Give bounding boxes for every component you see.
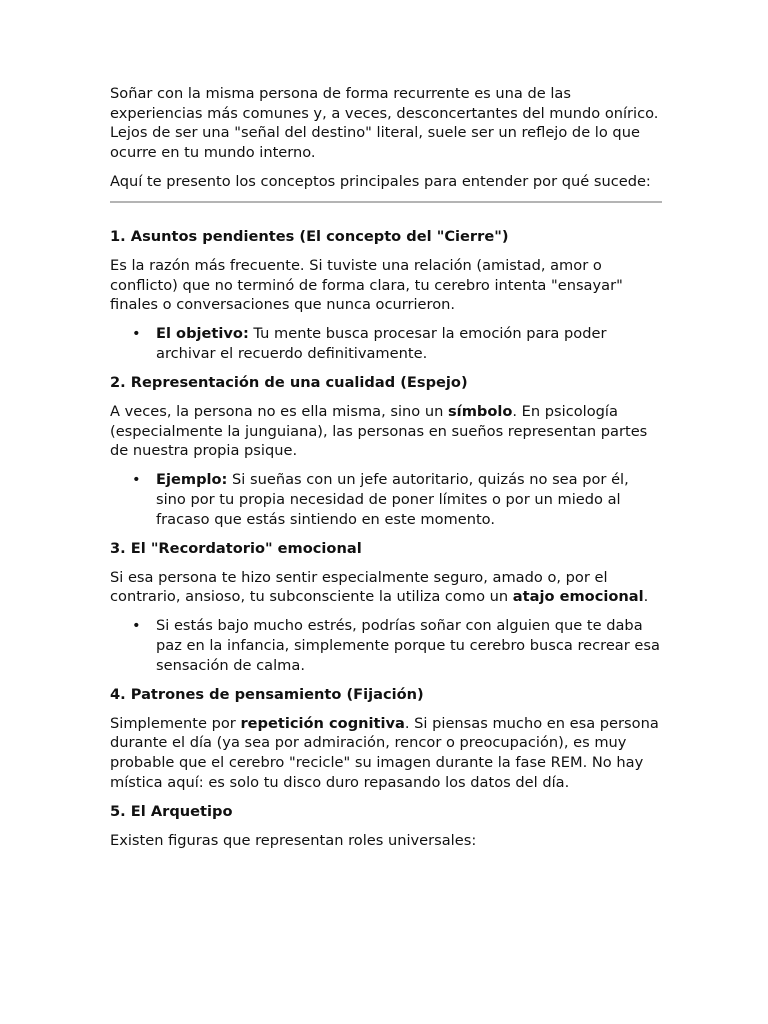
paragraph-text: Simplemente por xyxy=(110,714,241,732)
horizontal-divider xyxy=(110,201,662,203)
paragraph-text: . xyxy=(643,588,649,606)
section-heading: 2. Representación de una cualidad (Espejo) xyxy=(110,374,468,392)
section-paragraph: Existen figuras que representan roles universales: xyxy=(110,831,477,849)
section-heading: 5. El Arquetipo xyxy=(110,802,233,820)
section-heading: 3. El "Recordatorio" emocional xyxy=(110,539,362,557)
intro-paragraph: Aquí te presento los conceptos principales para entender por qué sucede: xyxy=(110,172,651,190)
bullet-text: Si sueñas con un jefe autoritario, quizás no sea por él, sino por tu propia necesidad de poner límites o por un miedo al fracaso que estás sintiendo en este momento. xyxy=(156,471,629,528)
section-heading: 1. Asuntos pendientes (El concepto del "Cierre") xyxy=(110,227,509,245)
bullet-list xyxy=(110,470,660,529)
section-paragraph xyxy=(110,402,660,461)
paragraph-text: . Si piensas mucho en esa persona durante el día (ya sea por admiración, rencor o preocupación), es muy probable que el cerebro "recicle" su imagen durante la fase REM. No hay mística aquí: es solo tu disco duro repasando los datos del día. xyxy=(110,714,659,791)
bullet-label: El objetivo: xyxy=(156,325,249,343)
emphasis-text: atajo emocional xyxy=(512,588,644,606)
paragraph-text: Si esa persona te hizo sentir especialmente seguro, amado o, por el contrario, ansioso, tu subconsciente la utiliza como un xyxy=(110,568,608,606)
section-paragraph: Es la razón más frecuente. Si tuviste una relación (amistad, amor o conflicto) que no terminó de forma clara, tu cerebro intenta "ensayar" finales o conversaciones que nunca ocurrieron. xyxy=(110,257,623,314)
bullet-list xyxy=(110,616,660,675)
paragraph-text: A veces, la persona no es ella misma, sino un xyxy=(110,403,448,421)
paragraph-text: . En psicología (especialmente la junguiana), las personas en sueños representan partes de nuestra propia psique. xyxy=(110,403,648,460)
bullet-list xyxy=(110,324,660,363)
list-item xyxy=(156,616,660,675)
section-heading: 4. Patrones de pensamiento (Fijación) xyxy=(110,685,424,703)
section-paragraph xyxy=(110,568,660,607)
bullet-label: Ejemplo: xyxy=(156,471,228,489)
section-paragraph xyxy=(110,714,660,792)
list-item xyxy=(156,470,660,529)
bullet-text: Tu mente busca procesar la emoción para poder archivar el recuerdo definitivamente. xyxy=(156,325,607,362)
emphasis-text: símbolo xyxy=(448,403,513,421)
bullet-text: Si estás bajo mucho estrés, podrías soñar con alguien que te daba paz en la infancia, simplemente porque tu cerebro busca recrear esa sensación de calma. xyxy=(156,617,660,674)
intro-paragraph: Soñar con la misma persona de forma recurrente es una de las experiencias más comunes y, a veces, desconcertantes del mundo onírico. Lejos de ser una "señal del destino" literal, suele ser un reflejo de lo que ocurre en tu mundo interno. xyxy=(110,85,659,161)
document-body xyxy=(110,84,660,860)
emphasis-text: repetición cognitiva xyxy=(240,714,405,732)
list-item xyxy=(156,324,660,363)
